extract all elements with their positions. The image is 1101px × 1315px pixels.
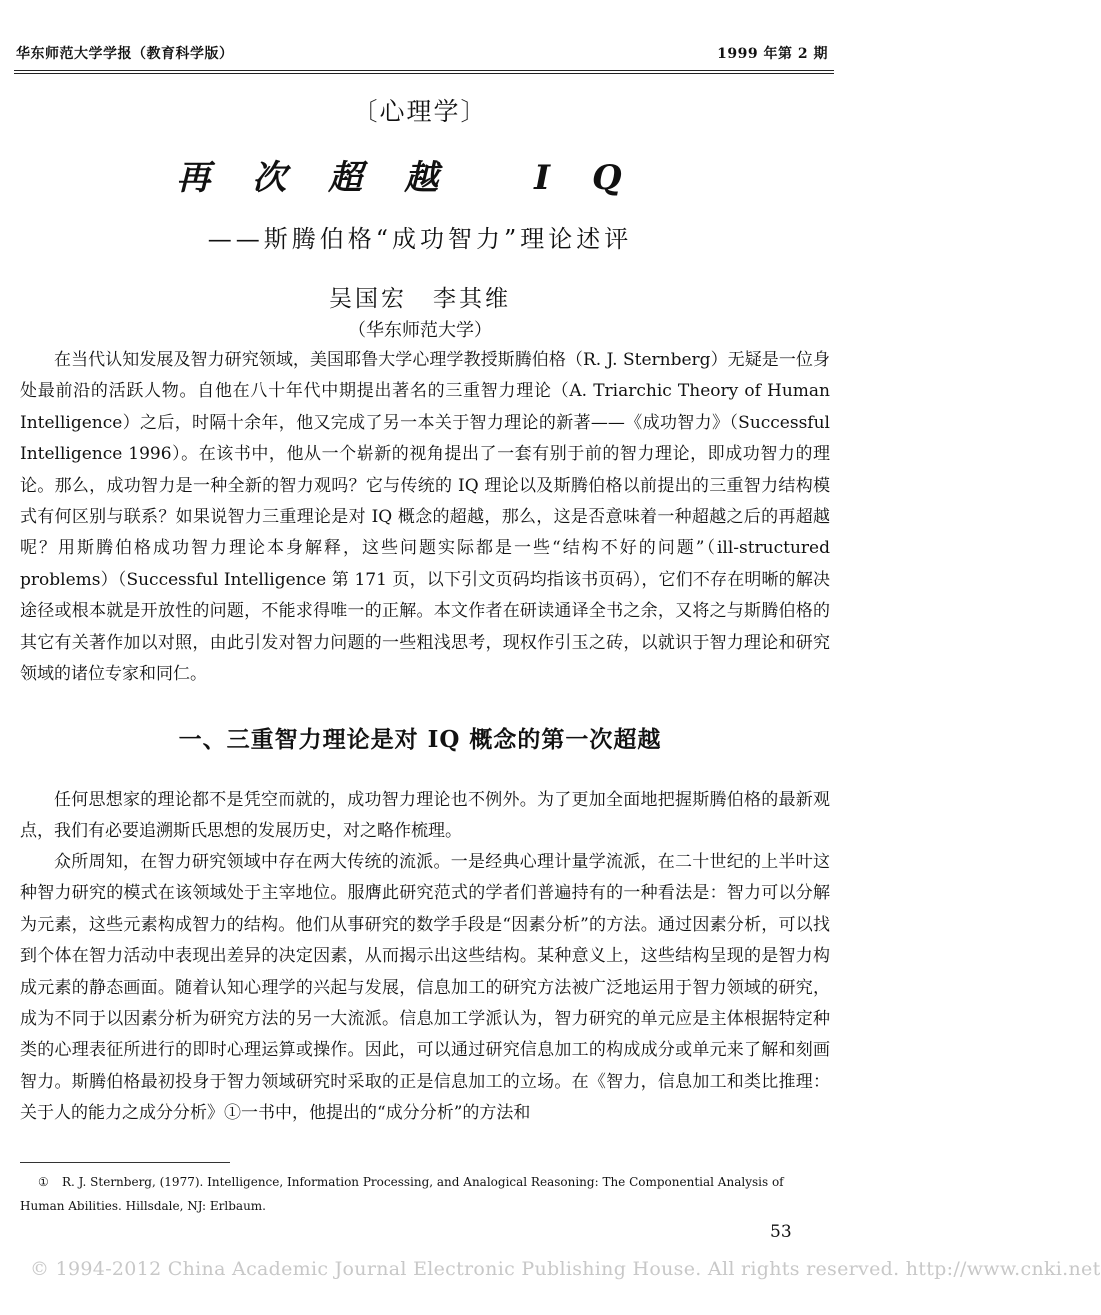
body-paragraph: 任何思想家的理论都不是凭空而就的，成功智力理论也不例外。为了更加全面地把握斯腾伯格的最新观点，我们有必要追溯斯氏思想的发展历史，对之略作梳理。 <box>20 790 830 842</box>
author-affiliation: （华东师范大学） <box>348 320 492 341</box>
journal-name: 华东师范大学学报（教育科学版） <box>16 46 234 62</box>
copyright-watermark: © 1994-2012 China Academic Journal Electronic Publishing House. All rights reserved. http://www.cnki.net <box>30 1258 1101 1280</box>
header-rule-thin <box>14 73 834 74</box>
section-heading: 一、三重智力理论是对 IQ 概念的第一次超越 <box>178 726 662 753</box>
intro-paragraph: 在当代认知发展及智力研究领域，美国耶鲁大学心理学教授斯腾伯格（R. J. Sternberg）无疑是一位身处最前沿的活跃人物。自他在八十年代中期提出著名的三重智力理论（A. Triarchic Theory of Human Intelligence）之后，时隔十余年，他又完成了另一本关于智力理论的新著——《成功智力》（Successful Intelligence 1996）。在该书中，他从一个崭新的视角提出了一套有别于前的智力理论，即成功智力的理论。那么，成功智力是一种全新的智力观吗？它与传统的 IQ 理论以及斯腾伯格以前提出的三重智力结构模式有何区别与联系？如果说智力三重理论是对 IQ 概念的超越，那么，这是否意味着一种超越之后的再超越呢？用斯腾伯格成功智力理论本身解释，这些问题实际都是一些“结构不好的问题”（ill-structured problems）（Successful Intelligence 第 171 页，以下引文页码均指该书页码），它们不存在明晰的解决途径或根本就是开放性的问题，不能求得唯一的正解。本文作者在研读通译全书之余，又将之与斯腾伯格的其它有关著作加以对照，由此引发对智力问题的一些粗浅思考，现权作引玉之砖，以就识于智力理论和研究领域的诸位专家和同仁。 <box>20 350 830 685</box>
footnote-text: R. J. Sternberg, (1977). Intelligence, Information Processing, and Analogical Reasoning: The Componential Analysis of Human Abilities. Hillsdale, NJ: Erlbaum. <box>20 1175 784 1213</box>
running-header <box>16 43 836 65</box>
issue-number: 1999 年第 2 期 <box>717 46 828 62</box>
footnote-marker: ① <box>38 1175 49 1189</box>
footnote-divider <box>20 1162 230 1163</box>
page-number: 53 <box>770 1222 792 1242</box>
footnote <box>20 1170 830 1218</box>
body-paragraph: 众所周知，在智力研究领域中存在两大传统的流派。一是经典心理计量学流派，在二十世纪的上半叶这种智力研究的模式在该领域处于主宰地位。服膺此研究范式的学者们普遍持有的一种看法是：智力可以分解为元素，这些元素构成智力的结构。他们从事研究的数学手段是“因素分析”的方法。通过因素分析，可以找到个体在智力活动中表现出差异的决定因素，从而揭示出这些结构。某种意义上，这些结构呈现的是智力构成元素的静态画面。随着认知心理学的兴起与发展，信息加工的研究方法被广泛地运用于智力领域的研究，成为不同于以因素分析为研究方法的另一大流派。信息加工学派认为，智力研究的单元应是主体根据特定种类的心理表征所进行的即时心理运算或操作。因此，可以通过研究信息加工的构成成分或单元来了解和刻画智力。斯腾伯格最初投身于智力领域研究时采取的正是信息加工的立场。在《智力，信息加工和类比推理：关于人的能力之成分分析》①一书中，他提出的“成分分析”的方法和 <box>20 852 830 1124</box>
article-authors: 吴国宏 李其维 <box>329 286 511 312</box>
article-category: 〔心理学〕 <box>352 97 488 126</box>
header-rule-thick <box>14 70 834 71</box>
article-subtitle: ——斯腾伯格“成功智力”理论述评 <box>207 225 633 253</box>
article-title: 再次超越 IQ <box>176 158 664 198</box>
